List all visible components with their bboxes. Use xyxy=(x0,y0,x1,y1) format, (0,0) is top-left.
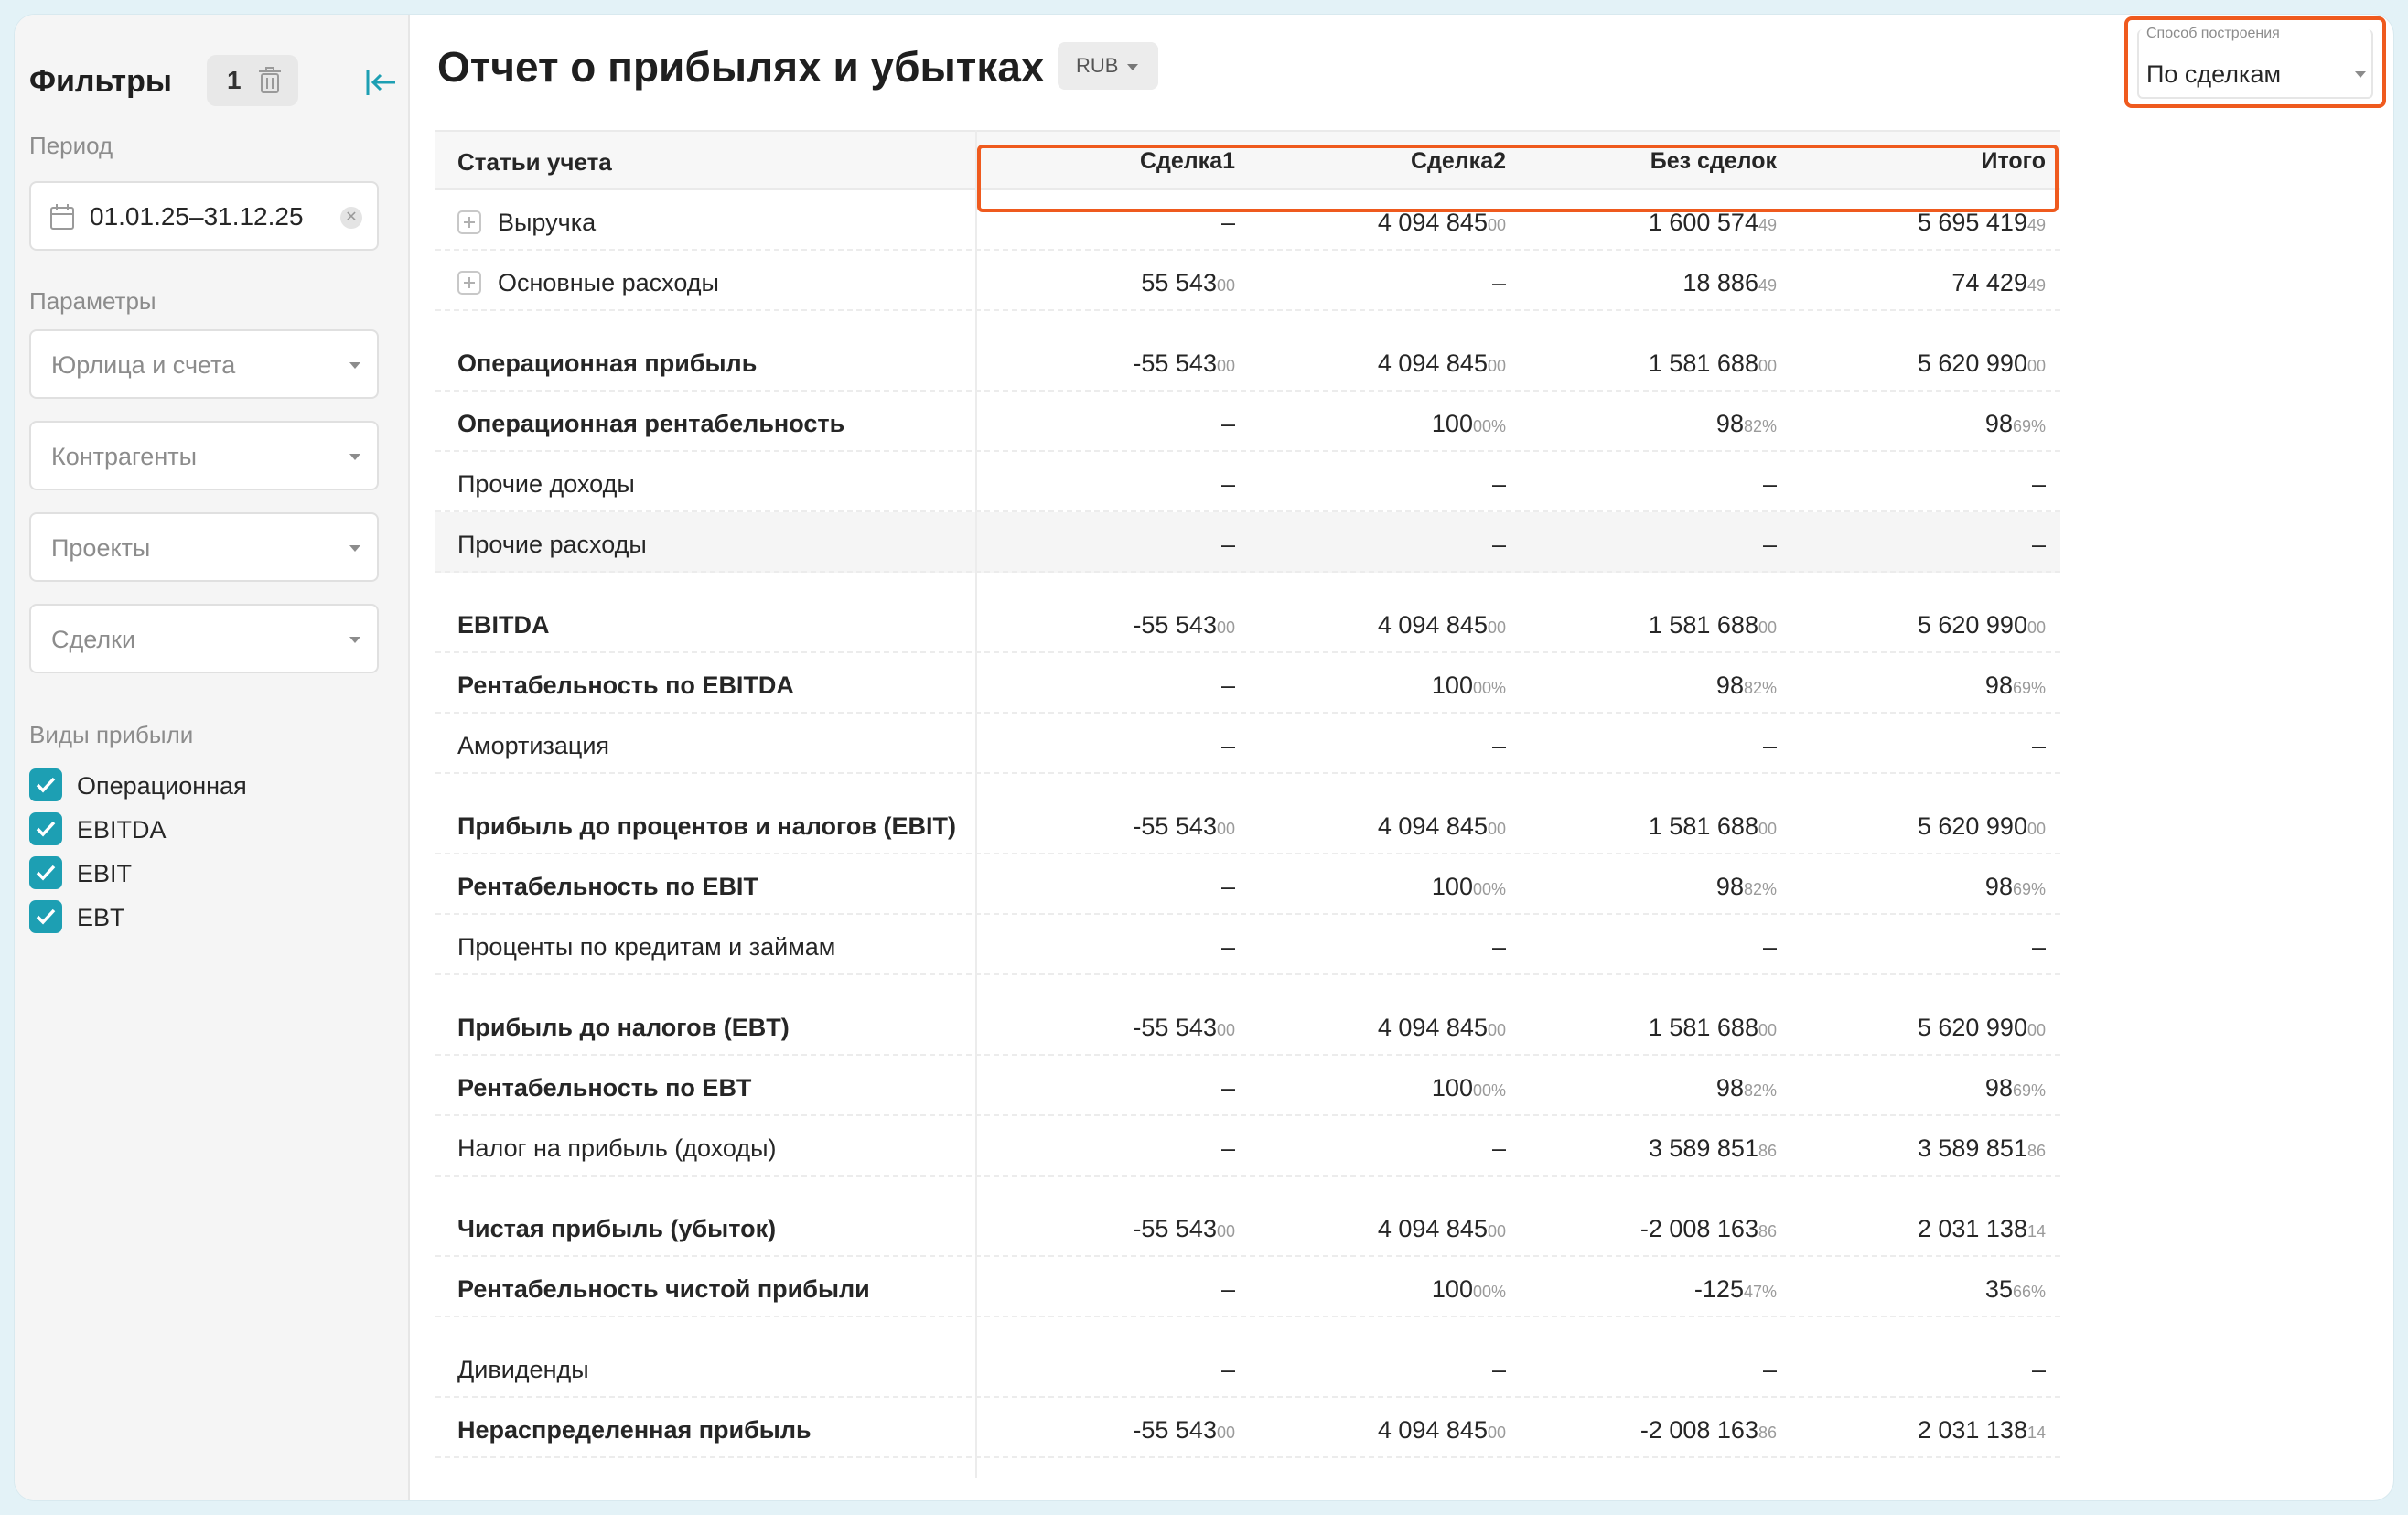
table-row xyxy=(435,331,2060,392)
cell-value: 5 620 990 xyxy=(1917,812,2027,840)
table-row xyxy=(435,1056,2060,1116)
table-cell xyxy=(1790,873,2046,901)
table-cell xyxy=(979,531,1235,559)
cell-value: -55 543 xyxy=(1133,812,1217,840)
table-cell xyxy=(979,672,1235,700)
table-cell xyxy=(1790,732,2046,760)
cell-value: – xyxy=(1762,933,1777,961)
table-cell xyxy=(1521,1134,1777,1163)
cell-value: – xyxy=(1220,672,1235,699)
row-label: EBITDA xyxy=(457,611,550,639)
table-cell xyxy=(1250,1074,1506,1102)
table-cell xyxy=(1521,732,1777,760)
table-cell xyxy=(1250,470,1506,499)
checkbox-label: Операционная xyxy=(77,772,247,800)
expand-plus-icon[interactable] xyxy=(457,210,481,234)
column-header-deal1[interactable]: Сделка1 xyxy=(1139,148,1235,174)
table-cell xyxy=(1250,1416,1506,1445)
cell-value: -125 xyxy=(1693,1275,1744,1303)
cell-value: 5 695 419 xyxy=(1917,209,2027,236)
counterparties-select[interactable] xyxy=(29,421,379,490)
column-header-deal2[interactable]: Сделка2 xyxy=(1410,148,1506,174)
table-row xyxy=(435,714,2060,774)
table-cell xyxy=(1790,1356,2046,1384)
deals-select[interactable] xyxy=(29,604,379,673)
cell-value: – xyxy=(1762,732,1777,759)
cell-decimals: 00 xyxy=(1487,1222,1506,1241)
cell-decimals: 00 xyxy=(1758,1021,1777,1039)
checkbox-ebitda[interactable] xyxy=(29,811,377,847)
checkbox-checked-icon[interactable] xyxy=(29,900,62,933)
cell-decimals: 00 xyxy=(1487,216,1506,234)
cell-value: 98 xyxy=(1984,410,2013,437)
cell-decimals: 00 xyxy=(1216,1021,1235,1039)
cell-value: 4 094 845 xyxy=(1377,349,1488,377)
table-cell xyxy=(979,269,1235,297)
cell-value: 98 xyxy=(1715,672,1744,699)
cell-value: 3 589 851 xyxy=(1648,1134,1758,1162)
cell-value: – xyxy=(1220,1134,1235,1162)
table-cell xyxy=(1250,933,1506,962)
collapse-sidebar-icon[interactable] xyxy=(362,64,399,101)
build-method-caption: Способ построения xyxy=(2143,26,2284,42)
row-label: Рентабельность по EBITDA xyxy=(457,672,794,699)
table-cell xyxy=(979,933,1235,962)
cell-value: 4 094 845 xyxy=(1377,209,1488,236)
row-label: Операционная рентабельность xyxy=(457,410,845,437)
cell-decimals: 47% xyxy=(1743,1283,1777,1301)
table-cell xyxy=(1250,732,1506,760)
cell-value: -55 543 xyxy=(1133,1215,1217,1242)
table-cell xyxy=(1790,1416,2046,1445)
row-label: Прочие расходы xyxy=(457,531,647,558)
cell-decimals: 00 xyxy=(1216,276,1235,295)
table-cell xyxy=(1521,209,1777,237)
table-cell xyxy=(1250,873,1506,901)
checkbox-checked-icon[interactable] xyxy=(29,812,62,845)
table-cell xyxy=(1250,1134,1506,1163)
cell-decimals: 86 xyxy=(1758,1142,1777,1160)
cell-value: – xyxy=(1220,209,1235,236)
checkbox-checked-icon[interactable] xyxy=(29,768,62,801)
cell-value: 4 094 845 xyxy=(1377,1014,1488,1041)
row-label: Основные расходы xyxy=(498,269,719,296)
table-row xyxy=(435,1197,2060,1257)
cell-value: – xyxy=(1762,470,1777,498)
cell-value: – xyxy=(1491,1134,1506,1162)
table-cell xyxy=(1790,812,2046,841)
column-header-items: Статьи учета xyxy=(457,148,612,176)
column-divider xyxy=(975,130,977,1478)
table-row xyxy=(435,593,2060,653)
cell-decimals: 82% xyxy=(1743,417,1777,435)
table-cell xyxy=(979,410,1235,438)
table-row xyxy=(435,512,2060,573)
cell-value: 1 600 574 xyxy=(1648,209,1758,236)
cell-value: -55 543 xyxy=(1133,1416,1217,1444)
table-cell xyxy=(1521,1275,1777,1304)
table-cell xyxy=(1250,349,1506,378)
cell-value: – xyxy=(1220,470,1235,498)
table-cell xyxy=(1521,531,1777,559)
cell-decimals: 00 xyxy=(1216,618,1235,637)
cell-value: – xyxy=(1491,732,1506,759)
table-header xyxy=(435,130,2060,190)
cell-value: -55 543 xyxy=(1133,1014,1217,1041)
cell-decimals: 00 xyxy=(1487,1424,1506,1442)
table-cell xyxy=(979,349,1235,378)
cell-decimals: 82% xyxy=(1743,880,1777,898)
table-cell xyxy=(1250,209,1506,237)
table-cell xyxy=(1790,209,2046,237)
table-cell xyxy=(1790,933,2046,962)
cell-decimals: 86 xyxy=(1758,1424,1777,1442)
cell-value: 100 xyxy=(1431,1074,1473,1101)
table-cell xyxy=(1521,1416,1777,1445)
cell-value: 2 031 138 xyxy=(1917,1215,2027,1242)
cell-decimals: 49 xyxy=(1758,216,1777,234)
filters-title: Фильтры xyxy=(29,64,172,99)
cell-value: – xyxy=(1220,1356,1235,1383)
table-row xyxy=(435,452,2060,512)
cell-value: 98 xyxy=(1984,873,2013,900)
cell-decimals: 00 xyxy=(1216,1424,1235,1442)
clear-icon[interactable]: ✕ xyxy=(340,207,362,229)
cell-value: 4 094 845 xyxy=(1377,611,1488,639)
cell-value: 100 xyxy=(1431,873,1473,900)
table-cell xyxy=(1790,410,2046,438)
table-cell xyxy=(1250,410,1506,438)
table-cell xyxy=(1521,269,1777,297)
chevron-down-icon xyxy=(349,454,360,460)
checkbox-ebt[interactable] xyxy=(29,898,377,935)
table-row xyxy=(435,1116,2060,1177)
table-cell xyxy=(1250,1275,1506,1304)
cell-value: – xyxy=(1220,933,1235,961)
cell-decimals: 00 xyxy=(2026,820,2046,838)
cell-value: – xyxy=(1220,410,1235,437)
cell-value: -55 543 xyxy=(1133,611,1217,639)
cell-decimals: 00 xyxy=(1487,820,1506,838)
cell-decimals: 86 xyxy=(1758,1222,1777,1241)
cell-decimals: 00 xyxy=(2026,1021,2046,1039)
cell-decimals: 69% xyxy=(2012,1081,2046,1100)
table-cell xyxy=(1790,611,2046,639)
cell-value: – xyxy=(1491,470,1506,498)
cell-value: 1 581 688 xyxy=(1648,611,1758,639)
table-row[interactable] xyxy=(435,251,2060,311)
cell-decimals: 69% xyxy=(2012,679,2046,697)
cell-decimals: 82% xyxy=(1743,1081,1777,1100)
table-row xyxy=(435,995,2060,1056)
pnl-table xyxy=(435,130,2060,1458)
select-placeholder: Сделки xyxy=(51,626,136,653)
period-value: 01.01.25–31.12.25 xyxy=(90,202,304,231)
table-cell xyxy=(1521,349,1777,378)
cell-decimals: 69% xyxy=(2012,880,2046,898)
table-cell xyxy=(979,1215,1235,1243)
table-cell xyxy=(1790,1275,2046,1304)
cell-decimals: 49 xyxy=(2026,276,2046,295)
cell-decimals: 00% xyxy=(1472,1081,1506,1100)
table-row xyxy=(435,915,2060,975)
cell-decimals: 00 xyxy=(1487,1021,1506,1039)
table-cell xyxy=(979,732,1235,760)
table-cell xyxy=(1250,1014,1506,1042)
cell-value: 98 xyxy=(1715,410,1744,437)
cell-value: 100 xyxy=(1431,672,1473,699)
cell-value: 98 xyxy=(1984,672,2013,699)
filter-count: 1 xyxy=(227,66,242,94)
table-row xyxy=(435,854,2060,915)
column-header-total[interactable]: Итого xyxy=(1981,148,2046,174)
table-cell xyxy=(979,209,1235,237)
filters-sidebar xyxy=(15,15,410,1500)
cell-decimals: 00 xyxy=(1216,820,1235,838)
cell-value: – xyxy=(2031,1356,2046,1383)
cell-value: – xyxy=(1220,1074,1235,1101)
row-label: Налог на прибыль (доходы) xyxy=(457,1134,777,1162)
table-cell xyxy=(979,873,1235,901)
filter-count-badge[interactable] xyxy=(207,55,298,106)
cell-value: 1 581 688 xyxy=(1648,349,1758,377)
cell-value: – xyxy=(1220,531,1235,558)
chevron-down-icon xyxy=(1127,64,1138,70)
checkbox-label: EBT xyxy=(77,904,125,931)
table-cell xyxy=(1521,812,1777,841)
cell-decimals: 66% xyxy=(2012,1283,2046,1301)
table-cell xyxy=(1250,1215,1506,1243)
table-body xyxy=(435,190,2060,1458)
cell-value: – xyxy=(2031,531,2046,558)
trash-icon[interactable] xyxy=(258,66,282,95)
table-row xyxy=(435,1338,2060,1398)
params-label: Параметры xyxy=(29,287,156,315)
table-cell xyxy=(1790,269,2046,297)
table-cell xyxy=(979,1416,1235,1445)
cell-decimals: 00 xyxy=(1216,1222,1235,1241)
cell-value: – xyxy=(1491,933,1506,961)
cell-value: 1 581 688 xyxy=(1648,1014,1758,1041)
table-cell xyxy=(1790,531,2046,559)
cell-value: 1 581 688 xyxy=(1648,812,1758,840)
checkbox-ebit[interactable] xyxy=(29,854,377,891)
cell-value: – xyxy=(1220,1275,1235,1303)
cell-value: -2 008 163 xyxy=(1639,1416,1758,1444)
table-cell xyxy=(1521,672,1777,700)
cell-decimals: 49 xyxy=(2026,216,2046,234)
table-cell xyxy=(979,611,1235,639)
app-window xyxy=(15,15,2393,1500)
cell-decimals: 00 xyxy=(1487,357,1506,375)
page-title: Отчет о прибылях и убытках xyxy=(437,43,1045,91)
row-label: Прибыль до процентов и налогов (EBIT) xyxy=(457,812,956,840)
table-row xyxy=(435,1398,2060,1458)
table-row xyxy=(435,392,2060,452)
row-label: Рентабельность чистой прибыли xyxy=(457,1275,870,1303)
chevron-down-icon xyxy=(349,545,360,552)
cell-decimals: 00 xyxy=(2026,618,2046,637)
row-label: Амортизация xyxy=(457,732,610,759)
cell-value: – xyxy=(1762,531,1777,558)
table-cell xyxy=(1521,470,1777,499)
cell-decimals: 00 xyxy=(1758,618,1777,637)
chevron-down-icon xyxy=(2355,71,2366,78)
table-cell xyxy=(1521,410,1777,438)
table-cell xyxy=(979,1074,1235,1102)
currency-value: RUB xyxy=(1076,54,1119,77)
checkbox-checked-icon[interactable] xyxy=(29,856,62,889)
cell-decimals: 00% xyxy=(1472,1283,1506,1301)
cell-value: 4 094 845 xyxy=(1377,812,1488,840)
table-cell xyxy=(1790,349,2046,378)
cell-decimals: 00% xyxy=(1472,880,1506,898)
cell-decimals: 00 xyxy=(1487,618,1506,637)
cell-value: 100 xyxy=(1431,410,1473,437)
legal-entities-select[interactable] xyxy=(29,329,379,399)
cell-value: 98 xyxy=(1984,1074,2013,1101)
cell-value: -2 008 163 xyxy=(1639,1215,1758,1242)
cell-decimals: 00% xyxy=(1472,679,1506,697)
cell-value: 35 xyxy=(1984,1275,2013,1303)
cell-decimals: 00 xyxy=(1758,820,1777,838)
cell-value: – xyxy=(1762,1356,1777,1383)
cell-value: – xyxy=(1491,1356,1506,1383)
period-date-picker[interactable] xyxy=(29,181,379,251)
filters-header xyxy=(29,55,395,110)
table-cell xyxy=(1521,873,1777,901)
cell-value: 98 xyxy=(1715,1074,1744,1101)
calendar-icon xyxy=(49,203,75,231)
column-header-no-deals[interactable]: Без сделок xyxy=(1650,148,1777,174)
table-cell xyxy=(1521,1215,1777,1243)
table-cell xyxy=(979,1356,1235,1384)
table-cell xyxy=(1250,531,1506,559)
table-cell xyxy=(1521,1356,1777,1384)
cell-value: 5 620 990 xyxy=(1917,611,2027,639)
cell-value: – xyxy=(2031,470,2046,498)
cell-value: – xyxy=(1491,269,1506,296)
cell-value: 4 094 845 xyxy=(1377,1215,1488,1242)
cell-value: 18 886 xyxy=(1682,269,1758,296)
table-cell xyxy=(1521,611,1777,639)
cell-value: 5 620 990 xyxy=(1917,1014,2027,1041)
chevron-down-icon xyxy=(349,362,360,369)
checkbox-operating[interactable] xyxy=(29,767,377,803)
row-label: Операционная прибыль xyxy=(457,349,758,377)
table-cell xyxy=(1250,812,1506,841)
table-cell xyxy=(979,1134,1235,1163)
row-label: Чистая прибыль (убыток) xyxy=(457,1215,777,1242)
projects-select[interactable] xyxy=(29,512,379,582)
cell-value: – xyxy=(1220,873,1235,900)
row-label: Рентабельность по EBT xyxy=(457,1074,752,1101)
cell-value: – xyxy=(2031,933,2046,961)
table-cell xyxy=(1521,1074,1777,1102)
table-cell xyxy=(1250,1356,1506,1384)
table-cell xyxy=(979,470,1235,499)
checkbox-label: EBITDA xyxy=(77,816,167,843)
cell-value: 74 429 xyxy=(1951,269,2027,296)
table-row xyxy=(435,653,2060,714)
cell-value: -55 543 xyxy=(1133,349,1217,377)
cell-decimals: 69% xyxy=(2012,417,2046,435)
table-cell xyxy=(1790,672,2046,700)
cell-value: 4 094 845 xyxy=(1377,1416,1488,1444)
row-label: Дивиденды xyxy=(457,1356,589,1383)
profit-types-label: Виды прибыли xyxy=(29,721,194,748)
build-method-value: По сделкам xyxy=(2146,60,2282,88)
cell-value: – xyxy=(2031,732,2046,759)
table-cell xyxy=(1521,1014,1777,1042)
select-placeholder: Проекты xyxy=(51,534,151,562)
cell-decimals: 49 xyxy=(1758,276,1777,295)
cell-value: 5 620 990 xyxy=(1917,349,2027,377)
table-cell xyxy=(1250,672,1506,700)
cell-value: 98 xyxy=(1715,873,1744,900)
row-label: Выручка xyxy=(498,209,597,236)
row-label: Проценты по кредитам и займам xyxy=(457,933,836,961)
table-cell xyxy=(979,1014,1235,1042)
currency-select[interactable] xyxy=(1058,42,1158,90)
cell-value: – xyxy=(1491,531,1506,558)
cell-decimals: 86 xyxy=(2026,1142,2046,1160)
cell-decimals: 00 xyxy=(1758,357,1777,375)
row-label: Нераспределенная прибыль xyxy=(457,1416,812,1444)
table-cell xyxy=(1790,470,2046,499)
row-label: Рентабельность по EBIT xyxy=(457,873,758,900)
table-cell xyxy=(979,1275,1235,1304)
cell-value: 55 543 xyxy=(1141,269,1217,296)
row-label: Прибыль до налогов (EBT) xyxy=(457,1014,790,1041)
table-cell xyxy=(979,812,1235,841)
expand-plus-icon[interactable] xyxy=(457,271,481,295)
table-cell xyxy=(1521,933,1777,962)
cell-decimals: 14 xyxy=(2026,1424,2046,1442)
chevron-down-icon xyxy=(349,637,360,643)
cell-decimals: 00 xyxy=(2026,357,2046,375)
table-cell xyxy=(1790,1215,2046,1243)
cell-value: 3 589 851 xyxy=(1917,1134,2027,1162)
select-placeholder: Контрагенты xyxy=(51,443,198,470)
select-placeholder: Юрлица и счета xyxy=(51,351,236,379)
build-method-select[interactable] xyxy=(2124,16,2386,108)
cell-decimals: 00% xyxy=(1472,417,1506,435)
row-label: Прочие доходы xyxy=(457,470,635,498)
table-row xyxy=(435,1257,2060,1317)
cell-value: – xyxy=(1220,732,1235,759)
cell-value: 2 031 138 xyxy=(1917,1416,2027,1444)
table-cell xyxy=(1790,1134,2046,1163)
table-cell xyxy=(1790,1014,2046,1042)
period-label: Период xyxy=(29,132,113,159)
table-cell xyxy=(1250,269,1506,297)
table-cell xyxy=(1790,1074,2046,1102)
cell-decimals: 14 xyxy=(2026,1222,2046,1241)
table-row[interactable] xyxy=(435,190,2060,251)
table-row xyxy=(435,794,2060,854)
table-cell xyxy=(1250,611,1506,639)
cell-decimals: 00 xyxy=(1216,357,1235,375)
cell-value: 100 xyxy=(1431,1275,1473,1303)
cell-decimals: 82% xyxy=(1743,679,1777,697)
checkbox-label: EBIT xyxy=(77,860,133,887)
